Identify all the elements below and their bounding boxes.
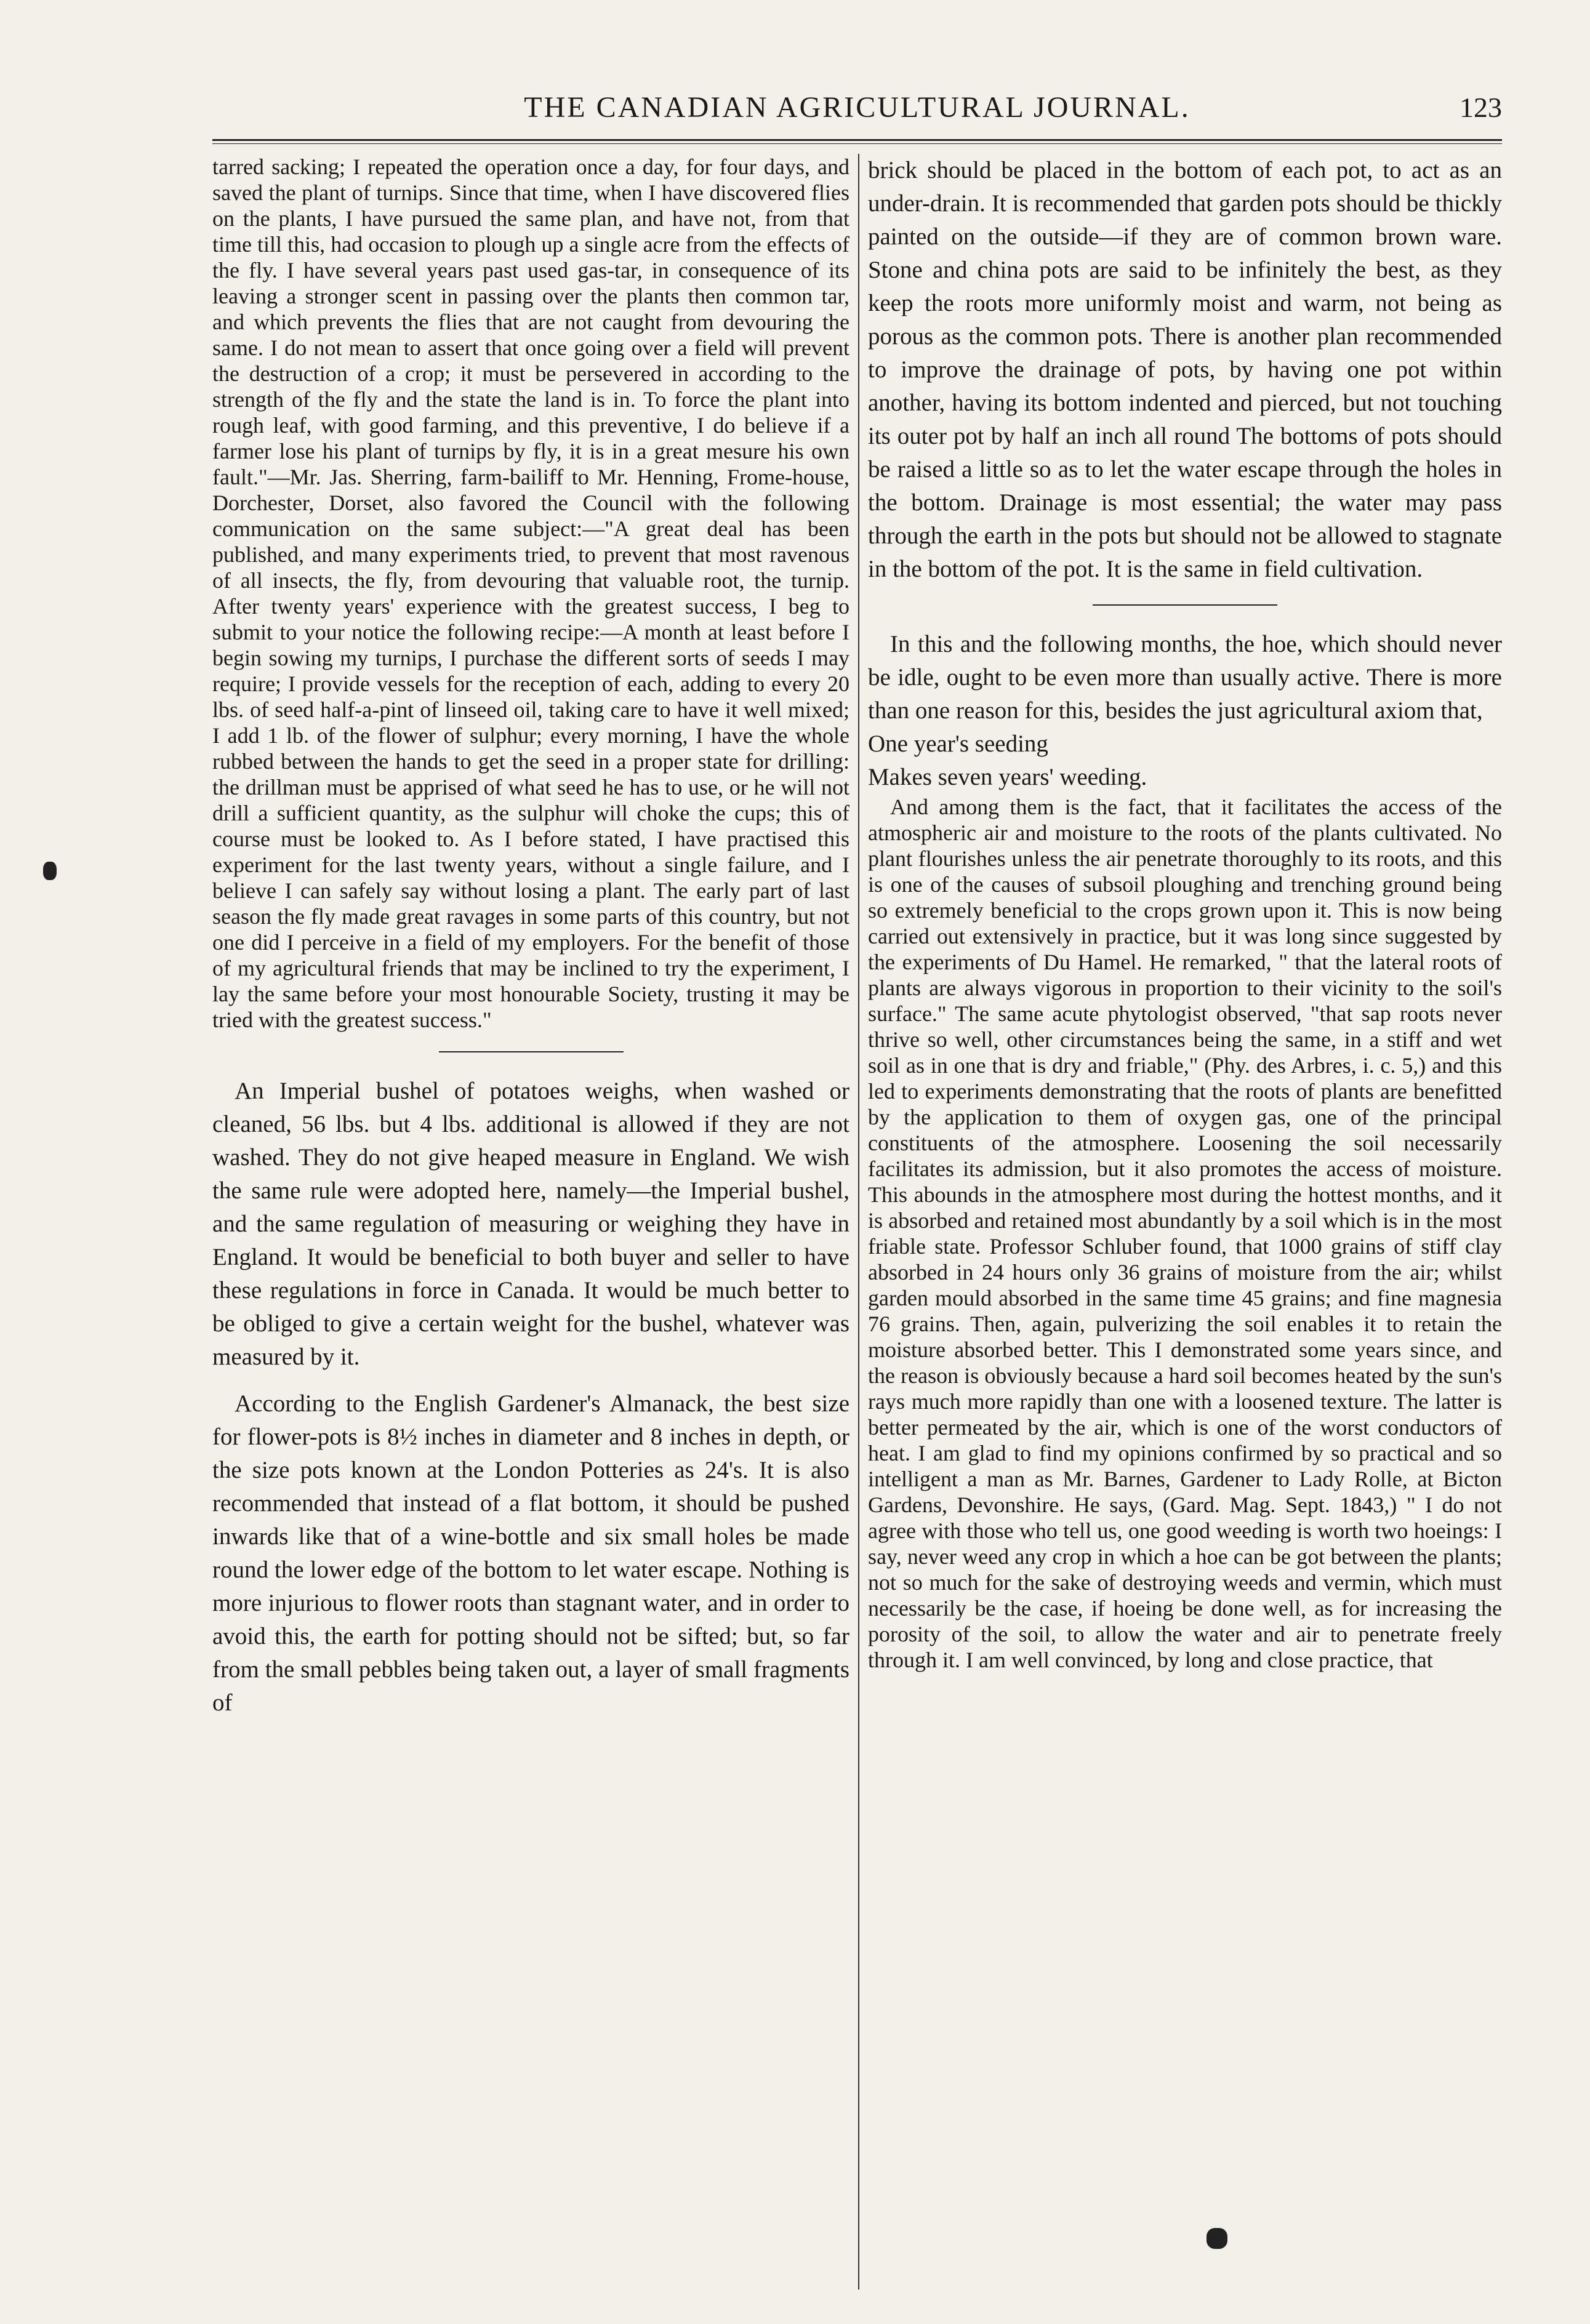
header-rule (212, 139, 1502, 144)
running-head (212, 86, 1502, 129)
column-divider (858, 154, 859, 2290)
hoe-benefits-paragraph: And among them is the fact, that it facilitates the access of the atmospheric air and moisture to the roots of the plants cultivated. No plant flourishes unless the air penetrate thoroughly to its roots, and this is one of the causes of subsoil ploughing and trenching ground being so extremely beneficial to the crops grown upon it. This is now being carried out extensively in practice, but it was long since suggested by the experiments of Du Hamel. He remarked, " that the lateral roots of plants are always vigorous in proportion to their vicinity to the soil's surface." The same acute phytologist observed, "that sap roots never thrive so well, other circumstances being the same, in a stiff and wet soil as in one that is dry and friable," (Phy. des Arbres, i. c. 5,) and this led to experiments demonstrating that the roots of plants are benefitted by the application to them of oxygen gas, one of the principal constituents of the atmosphere. Loosening the soil necessarily facilitates its admission, but it also promotes the access of moisture. This abounds in the atmosphere most during the hottest months, and it is absorbed and retained most abundantly by a soil which is in the most friable state. Professor Schluber found, that 1000 grains of stiff clay absorbed in 24 hours only 36 grains of moisture from the air; whilst garden mould absorbed in the same time 45 grains; and fine magnesia 76 grains. Then, again, pulverizing the soil enables it to retain the moisture absorbed better. This I demonstrated some years since, and the reason is obviously because a hard soil becomes heated by the sun's rays much more rapidly than one with a loosened texture. The latter is better permeated by the air, which is one of the worst conductors of heat. I am glad to find my opinions confirmed by so practical and so intelligent a man as Mr. Barnes, Gardener to Lady Rolle, at Bicton Gardens, Devonshire. He says, (Gard. Mag. Sept. 1843,) " I do not agree with those who tell us, one good weeding is worth two hoeings: I say, never weed any crop in which a hoe can be got between the plants; not so much for the sake of destroying weeds and vermin, which must necessarily be the case, if hoeing be done well, as for increasing the porosity of the soil, to allow the water and air to penetrate freely through it. I am well convinced, by long and close practice, that (868, 795, 1502, 1672)
axiom-line-1: One year's seeding (868, 731, 1048, 757)
journal-title: THE CANADIAN AGRICULTURAL JOURNAL. (524, 91, 1190, 124)
section-separator (1093, 604, 1277, 606)
left-column (212, 154, 849, 2290)
section-separator (439, 1051, 624, 1052)
flower-pots-paragraph: According to the English Gardener's Almanack, the best size for flower-pots is 8½ inches in diameter and 8 inches in depth, or the size pots known at the London Potteries as 24's. It is also recommended that instead of a flat bottom, it should be pushed inwards like that of a wine-bottle and six small holes be made round the lower edge of the bottom to let water escape. Nothing is more injurious to flower roots than stagnant water, and in order to avoid this, the earth for potting should not be sifted; but, so far from the small pebbles being taken out, a layer of small fragments of (212, 1390, 849, 1716)
pot-drainage-paragraph: brick should be placed in the bottom of each pot, to act as an under-drain. It is recommended that garden pots should be thickly painted on the outside—if they are of common brown ware. Stone and china pots are said to be infinitely the best, as they keep the roots more uniformly moist and warm, not being as porous as the common pots. There is another plan recommended to improve the drainage of pots, by having one pot within another, having its bottom indented and pierced, but not touching its outer pot by half an inch all round The bottoms of pots should be raised a little so as to let the water escape through the holes in the bottom. Drainage is most essential; the water may pass through the earth in the pots but should not be allowed to stagnate in the bottom of the pot. It is the same in field cultivation. (868, 157, 1502, 582)
axiom-line-2: Makes seven years' weeding. (868, 764, 1147, 790)
right-column (868, 154, 1502, 2290)
ink-blot (1207, 2228, 1227, 2249)
hoe-intro-paragraph: In this and the following months, the hoe, which should never be idle, ought to be even more than usually active. There is more than one reason for this, besides the just agricultural axiom that, (868, 631, 1502, 724)
page-number: 123 (1460, 92, 1502, 123)
imperial-bushel-paragraph: An Imperial bushel of potatoes weighs, when washed or cleaned, 56 lbs. but 4 lbs. additional is allowed if they are not washed. They do not give heaped measure in England. We wish the same rule were adopted here, namely—the Imperial bushel, and the same regulation of measuring or weighing they have in England. It would be beneficial to both buyer and seller to have these regulations in force in Canada. It would be much better to be obliged to give a certain weight for the bushel, whatever was measured by it. (212, 1078, 849, 1370)
turnip-fly-paragraph: tarred sacking; I repeated the operation once a day, for four days, and saved the plant of turnips. Since that time, when I have discovered flies on the plants, I have pursued the same plan, and have not, from that time till this, had occasion to plough up a single acre from the effects of the fly. I have several years past used gas-tar, in consequence of its leaving a stronger scent in passing over the plants then common tar, and which prevents the flies that are not caught from devouring the same. I do not mean to assert that once going over a field will prevent the destruction of a crop; it must be persevered in according to the strength of the fly and the state the land is in. To force the plant into rough leaf, with good farming, and this preventive, I do believe if a farmer lose his plant of turnips by fly, it is in a great mesure his own fault."—Mr. Jas. Sherring, farm-bailiff to Mr. Henning, Frome-house, Dorchester, Dorset, also favored the Council with the following communication on the same subject:—"A great deal has been published, and many experiments tried, to prevent that most ravenous of all insects, the fly, from devouring that valuable root, the turnip. After twenty years' experience with the greatest success, I beg to submit to your notice the following recipe:—A month at least before I begin sowing my turnips, I purchase the different sorts of seeds I may require; I provide vessels for the reception of each, adding to every 20 lbs. of seed half-a-pint of linseed oil, taking care to have it well mixed; I add 1 lb. of the flower of sulphur; every morning, I have the whole rubbed between the hands to get the seed in a proper state for drilling: the drillman must be apprised of what seed he has to use, or he will not drill a sufficient quantity, as the sulphur will choke the cups; this of course must be looked to. As I before stated, I have practised this experiment for the last twenty years, without a single failure, and I believe I can safely say without losing a plant. The early part of last season the fly made great ravages in some parts of this country, but not one did I perceive in a field of my employers. For the benefit of those of my agricultural friends that may be inclined to try the experiment, I lay the same before your most honourable Society, trusting it may be tried with the greatest success." (212, 154, 849, 1032)
margin-ink-blot (43, 862, 57, 880)
